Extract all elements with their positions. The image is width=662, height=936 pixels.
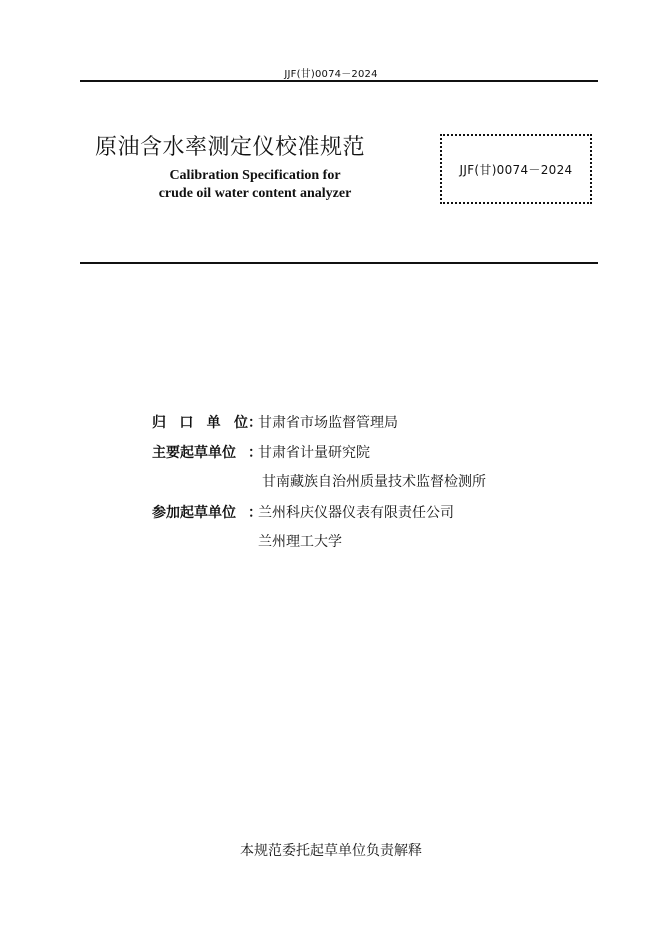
top-divider	[80, 80, 598, 82]
header-standard-code: JJF(甘)0074－2024	[284, 69, 378, 80]
standard-code-box	[440, 134, 592, 204]
main-drafter-colon: ：	[248, 445, 262, 461]
title-chinese: 原油含水率测定仪校准规范	[95, 135, 366, 160]
title-english-line2: crude oil water content analyzer	[158, 186, 352, 201]
owner-row	[152, 408, 486, 438]
main-drafter-label: 主要起草单位	[152, 445, 236, 461]
title-english	[120, 167, 390, 203]
interpretation-note: 本规范委托起草单位负责解释	[240, 844, 422, 859]
owner-colon: ：	[248, 415, 262, 431]
middle-divider	[80, 262, 598, 264]
owner-value: 甘肃省市场监督管理局	[258, 416, 398, 431]
standard-code: JJF(甘)0074－2024	[459, 162, 573, 177]
owner-label: 归 口 单 位	[152, 415, 248, 431]
participant-2: 兰州理工大学	[258, 535, 342, 550]
title-english-line1: Calibration Specification for	[169, 168, 341, 183]
drafting-units	[152, 408, 486, 558]
main-drafter-row-2	[152, 468, 486, 498]
participating-colon: ：	[248, 505, 262, 521]
main-drafter-row	[152, 438, 486, 468]
participating-row-2	[152, 528, 486, 558]
participating-row	[152, 498, 486, 528]
participating-label: 参加起草单位	[152, 505, 236, 521]
participant-1: 兰州科庆仪器仪表有限责任公司	[258, 506, 454, 521]
main-drafter-1: 甘肃省计量研究院	[258, 446, 370, 461]
main-drafter-2: 甘南藏族自治州质量技术监督检测所	[262, 475, 486, 490]
